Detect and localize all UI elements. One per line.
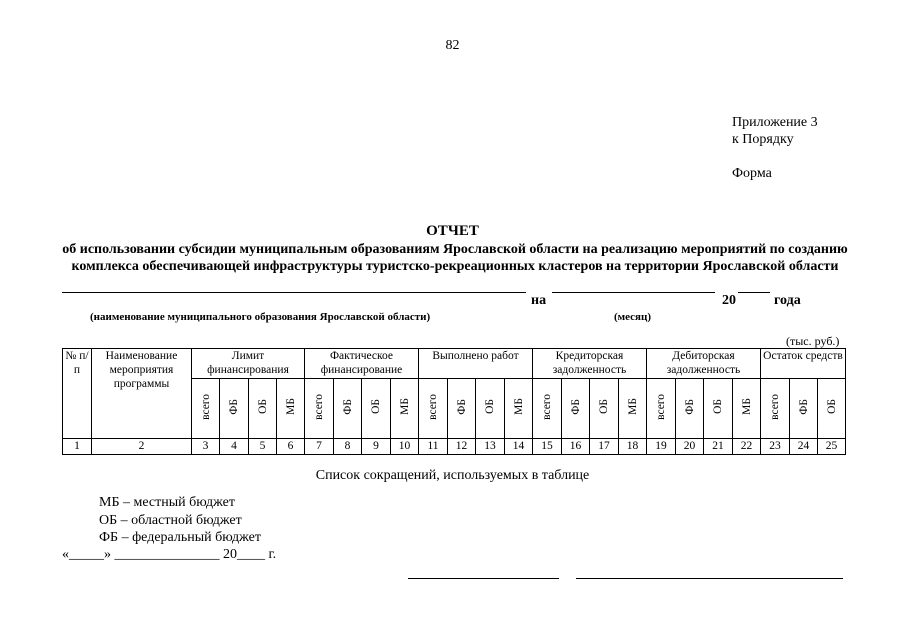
subheader-label: всего — [541, 393, 553, 420]
column-number-cell: 7 — [305, 439, 334, 455]
subheader-label: ФБ — [341, 398, 354, 415]
year-blank-line — [738, 292, 770, 293]
column-number-cell: 1 — [63, 439, 92, 455]
column-number-cell: 20 — [676, 439, 704, 455]
column-number-cell: 24 — [790, 439, 818, 455]
subheader-label: ОБ — [370, 399, 382, 414]
header-row-number: № п/п — [63, 349, 92, 439]
subheader-label: всего — [427, 393, 439, 420]
header-group-completed: Выполнено работ — [419, 349, 533, 379]
subheader-cell — [619, 379, 647, 439]
date-line: «_____» _______________ 20____ г. — [62, 547, 277, 562]
subheader-label: ФБ — [228, 398, 240, 415]
subheader-label: ОБ — [712, 399, 724, 414]
column-number-cell: 16 — [562, 439, 590, 455]
subheader-cell — [647, 379, 676, 439]
column-number-cell: 15 — [533, 439, 562, 455]
subheader-cell — [790, 379, 818, 439]
subheader-cell — [676, 379, 704, 439]
subheader-cell — [704, 379, 733, 439]
report-table — [62, 348, 846, 455]
appendix-reference — [732, 114, 818, 148]
units-label: (тыс. руб.) — [786, 334, 840, 348]
column-number-cell: 11 — [419, 439, 448, 455]
column-number-cell: 22 — [733, 439, 761, 455]
page-number: 82 — [445, 38, 460, 53]
subheader-cell — [277, 379, 305, 439]
abbreviation-mb: МБ – местный бюджет — [99, 495, 235, 510]
subheader-label: ОБ — [484, 399, 496, 414]
subheader-label: ФБ — [569, 398, 582, 415]
year-prefix: 20 — [722, 293, 736, 308]
subheader-label: МБ — [398, 398, 411, 415]
abbreviation-ob: ОБ – областной бюджет — [99, 513, 242, 528]
subheader-cell — [362, 379, 391, 439]
subheader-cell — [505, 379, 533, 439]
subheader-cell — [818, 379, 846, 439]
column-number-cell: 4 — [220, 439, 249, 455]
signature-line-2 — [576, 578, 843, 579]
period-on-label: на — [531, 293, 547, 308]
subheader-label: всего — [655, 393, 667, 420]
year-suffix: года — [774, 293, 801, 308]
appendix-line-1: Приложение 3 — [732, 115, 818, 130]
subheader-cell — [533, 379, 562, 439]
subheader-cell — [419, 379, 448, 439]
header-activity-name: Наименование мероприятия программы — [92, 349, 192, 439]
subheader-label: всего — [769, 393, 781, 420]
report-title: ОТЧЕТ — [426, 223, 479, 239]
subheader-label: МБ — [284, 398, 297, 415]
abbreviation-fb: ФБ – федеральный бюджет — [99, 530, 261, 545]
subheader-cell — [334, 379, 362, 439]
header-group-balance: Остаток средств — [761, 349, 846, 379]
report-subtitle: об использовании субсидии муниципальным образованиям Ярославской области на реализацию мероприятий по созданию комплекса обеспечивающей инфраструктуры туристско-рекреационных кластеров на территории Ярославской области — [62, 242, 848, 274]
column-number-cell: 17 — [590, 439, 619, 455]
column-number-cell: 14 — [505, 439, 533, 455]
form-label: Форма — [732, 166, 772, 181]
subheader-cell — [391, 379, 419, 439]
signature-line-1 — [408, 578, 559, 579]
appendix-line-2: к Порядку — [732, 132, 794, 147]
column-number-cell: 10 — [391, 439, 419, 455]
column-number-cell: 23 — [761, 439, 790, 455]
column-number-cell: 3 — [192, 439, 220, 455]
subheader-cell — [733, 379, 761, 439]
subheader-label: всего — [313, 393, 325, 420]
municipality-blank-line — [62, 292, 526, 293]
column-number-cell: 5 — [249, 439, 277, 455]
column-number-cell: 9 — [362, 439, 391, 455]
column-number-cell: 6 — [277, 439, 305, 455]
subheader-cell — [305, 379, 334, 439]
subheader-cell — [192, 379, 220, 439]
column-number-cell: 18 — [619, 439, 647, 455]
subheader-label: ОБ — [825, 399, 838, 414]
column-number-cell: 21 — [704, 439, 733, 455]
header-group-receivables: Дебиторская задолженность — [647, 349, 761, 379]
subheader-cell — [220, 379, 249, 439]
month-blank-line — [552, 292, 715, 293]
month-caption: (месяц) — [614, 311, 652, 323]
subheader-cell — [761, 379, 790, 439]
column-number-cell: 8 — [334, 439, 362, 455]
subheader-label: ФБ — [797, 398, 810, 415]
subheader-label: МБ — [626, 398, 639, 415]
header-group-payables: Кредиторская задолженность — [533, 349, 647, 379]
column-number-cell: 2 — [92, 439, 192, 455]
subheader-label: МБ — [740, 398, 753, 415]
subheader-cell — [249, 379, 277, 439]
subheader-label: ОБ — [598, 399, 610, 414]
subheader-cell — [476, 379, 505, 439]
municipality-caption: (наименование муниципального образования Ярославской области) — [90, 311, 431, 323]
column-number-cell: 12 — [448, 439, 476, 455]
subheader-label: ФБ — [683, 398, 696, 415]
subheader-cell — [562, 379, 590, 439]
column-number-cell: 13 — [476, 439, 505, 455]
subheader-label: ОБ — [256, 399, 269, 414]
subheader-label: ФБ — [455, 398, 468, 415]
header-group-actual: Фактическое финансирование — [305, 349, 419, 379]
column-number-cell: 19 — [647, 439, 676, 455]
header-group-limit: Лимит финансирования — [192, 349, 305, 379]
column-number-cell: 25 — [818, 439, 846, 455]
subheader-label: МБ — [512, 398, 525, 415]
subheader-label: всего — [199, 393, 212, 420]
subheader-cell — [448, 379, 476, 439]
subheader-cell — [590, 379, 619, 439]
abbreviations-title: Список сокращений, используемых в таблице — [315, 468, 590, 483]
